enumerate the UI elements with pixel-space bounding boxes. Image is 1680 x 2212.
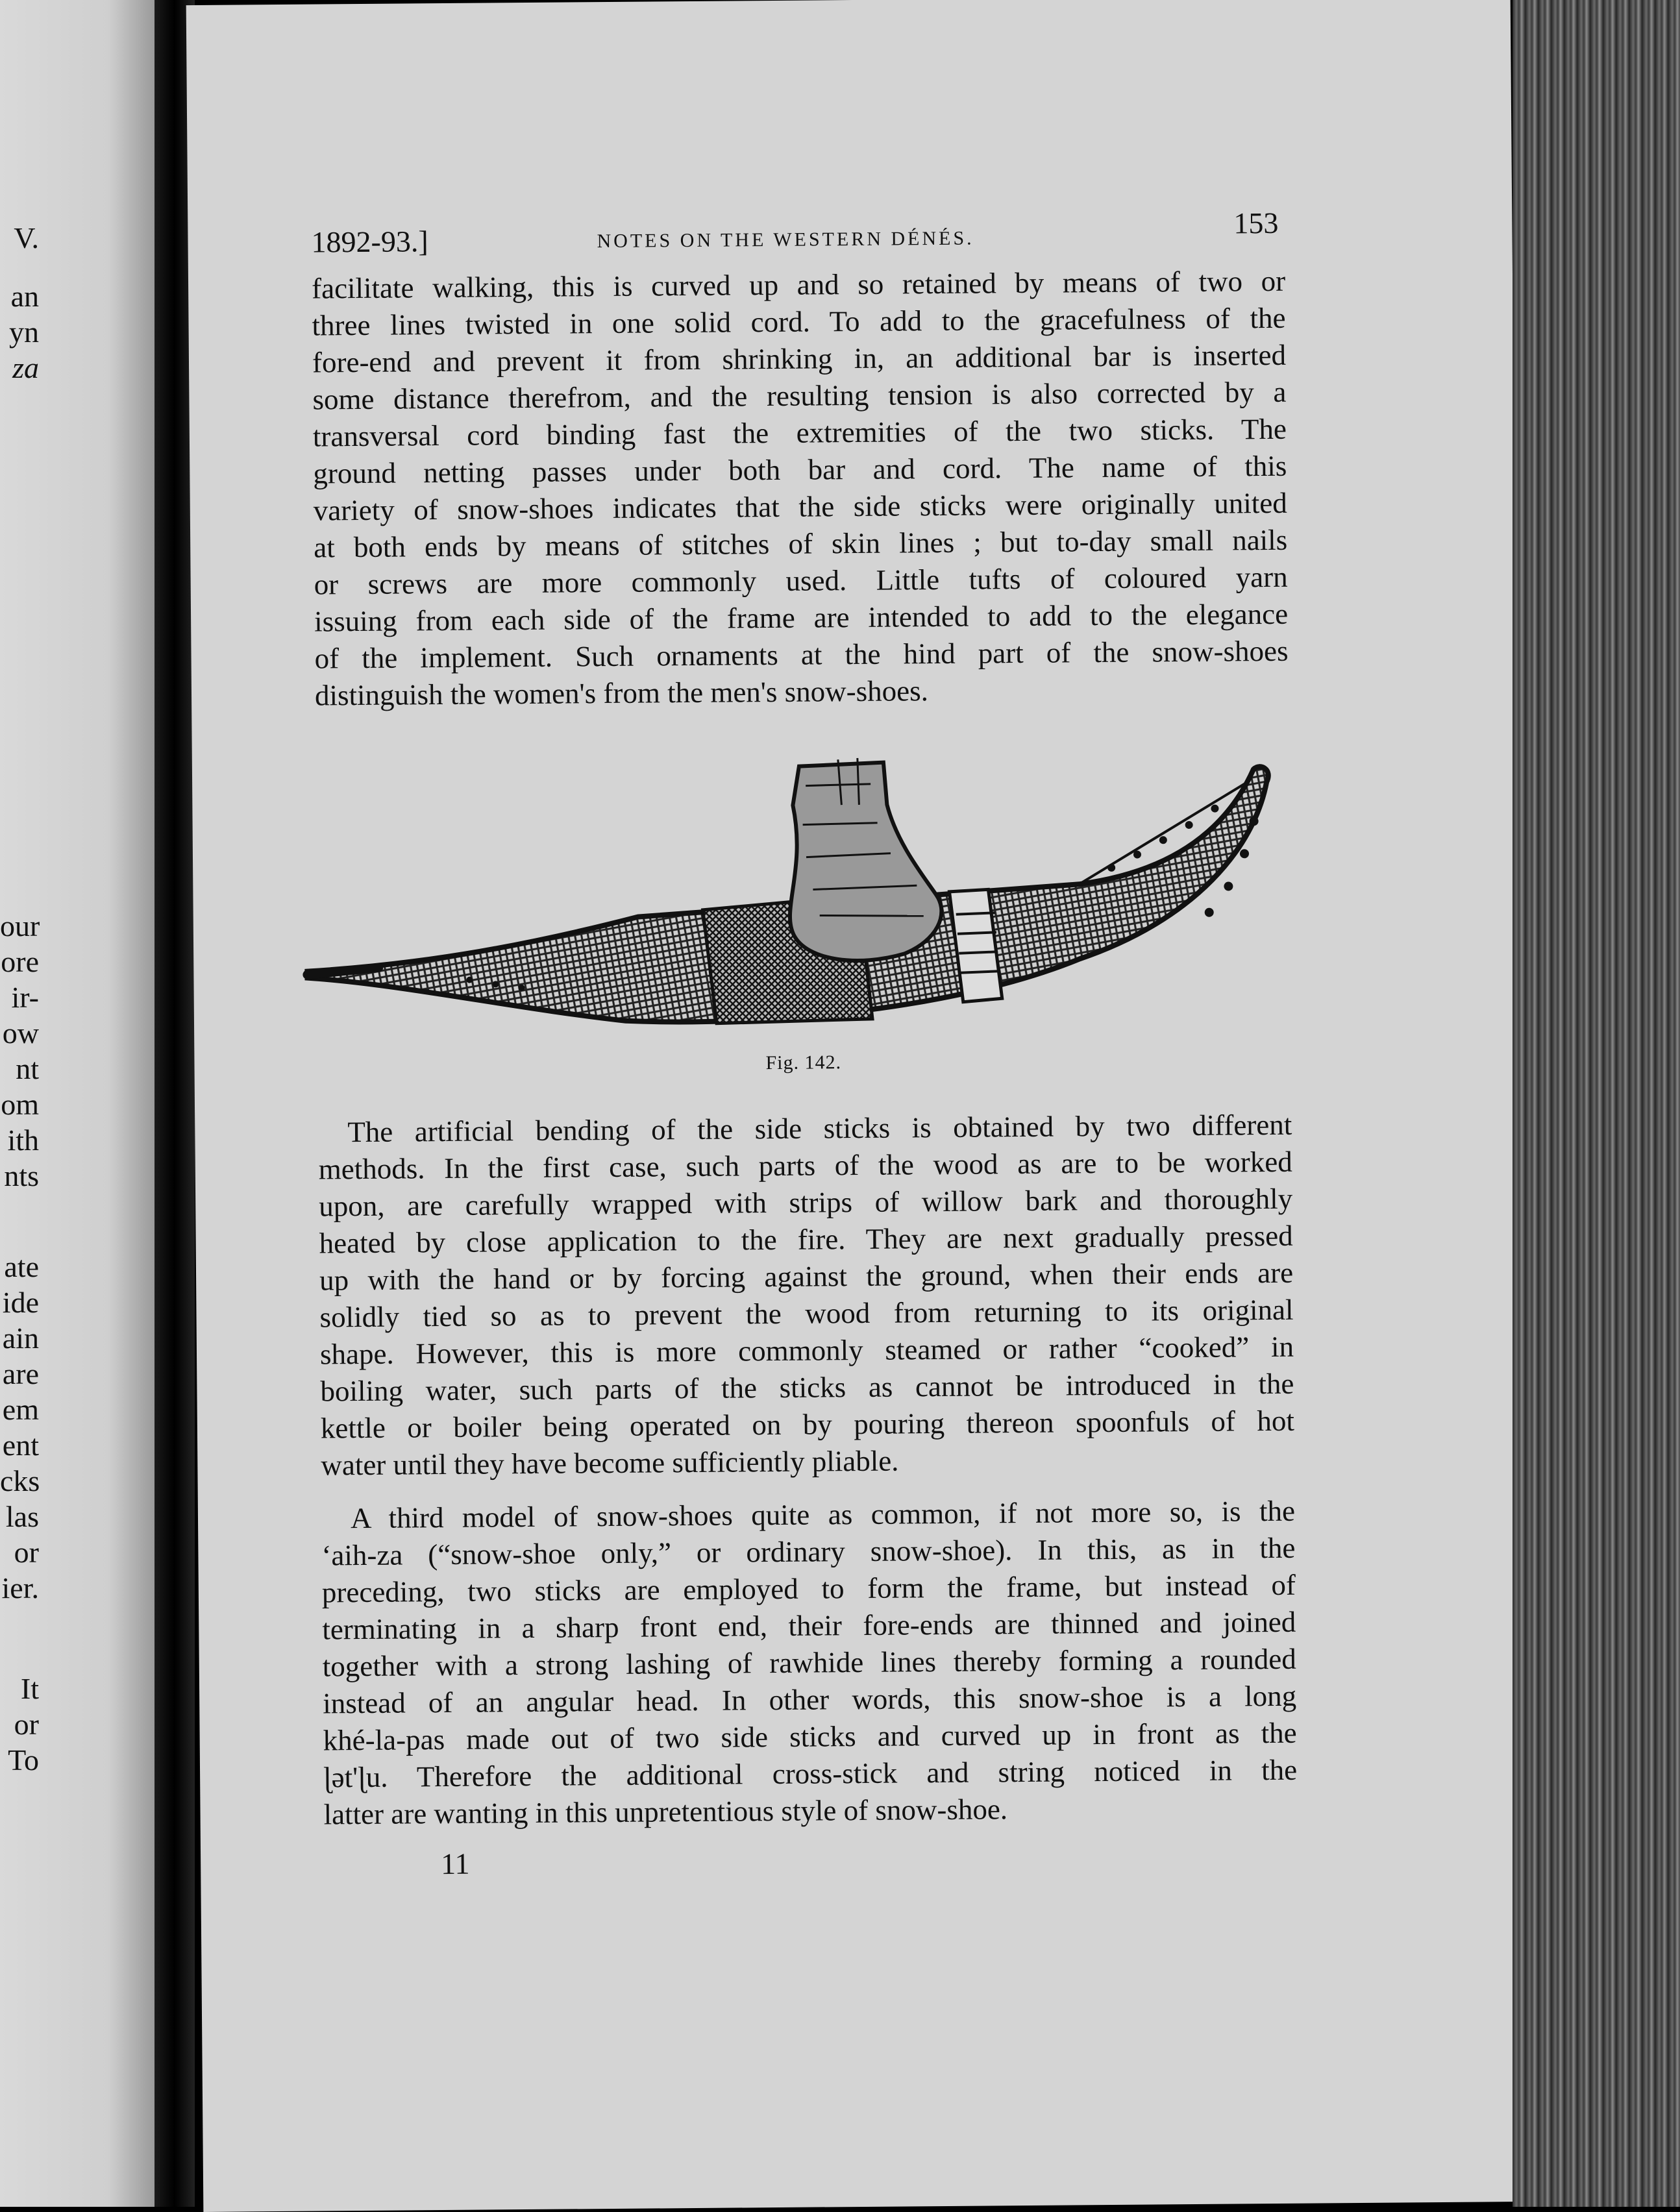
header-year: 1892-93.] <box>311 225 428 259</box>
left-page-fragment: or <box>14 1536 39 1569</box>
text-line: or screws are more commonly used. Little tufts of coloured yarn <box>314 560 1288 601</box>
main-page <box>186 0 1528 2212</box>
page-edges <box>1513 0 1680 2207</box>
left-page-fragment: ow <box>2 1016 39 1050</box>
left-page-fragment: ent <box>2 1429 39 1462</box>
left-page-fragment: are <box>2 1357 39 1390</box>
text-line: issuing from each side of the frame are intended to add to the elegance <box>314 597 1289 638</box>
running-head <box>311 206 1279 264</box>
text-line: instead of an angular head. In other words, this snow-shoe is a long <box>323 1679 1297 1720</box>
text-line: up with the hand or by forcing against the ground, when their ends are <box>319 1256 1294 1297</box>
left-page-fragment: ain <box>2 1321 39 1355</box>
left-page-fragment: ir- <box>11 981 39 1014</box>
left-page-fragment: om <box>1 1088 39 1121</box>
text-line: fore-end and prevent it from shrinking in, an additional bar is inserted <box>312 338 1287 379</box>
text-line: distinguish the women's from the men's snow-shoes. <box>314 674 929 712</box>
text-line: upon, are carefully wrapped with strips of willow bark and thoroughly <box>319 1182 1293 1223</box>
left-page-fragment: nts <box>4 1159 39 1192</box>
left-page-fragment: ate <box>4 1250 39 1283</box>
text-line: ɭət'ɭu. Therefore the additional cross-stick and string noticed in the <box>323 1753 1298 1794</box>
figure-caption: Fig. 142. <box>765 1051 842 1074</box>
text-line: khé-la-pas made out of two side sticks and curved up in front as the <box>323 1716 1297 1757</box>
text-line: A third model of snow-shoes quite as common, if not more so, is the <box>350 1494 1296 1535</box>
text-line: of the implement. Such ornaments at the hind part of the snow-shoes <box>314 634 1289 675</box>
text-line: terminating in a sharp front end, their fore-ends are thinned and joined <box>322 1605 1296 1646</box>
text-line: together with a strong lashing of rawhide lines thereby forming a rounded <box>322 1642 1296 1683</box>
left-page-fragment: ore <box>1 945 39 978</box>
paragraph-3 <box>321 1493 1298 1834</box>
header-title: NOTES ON THE WESTERN DÉNÉS. <box>597 227 974 252</box>
left-page-fragment: ith <box>7 1124 39 1157</box>
left-page-fragment: za <box>12 351 39 384</box>
text-line: at both ends by means of stitches of skin lines ; but to-day small nails <box>314 523 1288 564</box>
paragraph-1 <box>312 263 1289 715</box>
left-page-fragment: nt <box>16 1052 39 1085</box>
left-page-fragment: ide <box>2 1286 39 1319</box>
text-line: transversal cord binding fast the extremities of the two sticks. The <box>312 412 1287 453</box>
text-line: The artificial bending of the side sticks is obtained by two different <box>347 1108 1292 1149</box>
left-page-fragment: ier. <box>1 1571 39 1604</box>
left-page-fragment: las <box>5 1500 39 1533</box>
text-line: latter are wanting in this unpretentious style of snow-shoe. <box>323 1793 1008 1831</box>
text-line: variety of snow-shoes indicates that the side sticks were originally united <box>313 486 1287 527</box>
text-line: ground netting passes under both bar and cord. The name of this <box>313 449 1287 490</box>
text-line: some distance therefrom, and the resulting tension is also corrected by a <box>312 375 1287 416</box>
left-page-fragment: yn <box>9 315 39 349</box>
text-line: kettle or boiler being operated on by pouring thereon spoonfuls of hot <box>320 1404 1295 1445</box>
text-line: ‘aih-za (“snow-shoe only,” or ordinary snow-shoe). In this, as in the <box>321 1531 1296 1572</box>
text-line: heated by close application to the fire. They are next gradually pressed <box>319 1219 1293 1260</box>
left-page-fragment: our <box>0 909 40 942</box>
page-number: 153 <box>1233 206 1279 240</box>
text-line: preceding, two sticks are employed to form the frame, but instead of <box>321 1568 1296 1609</box>
text-line: shape. However, this is more commonly steamed or rather “cooked” in <box>319 1330 1294 1371</box>
left-page-fragment: It <box>20 1672 39 1705</box>
text-line: methods. In the first case, such parts of the wood as are to be worked <box>318 1145 1292 1186</box>
left-page-fragment: or <box>14 1708 39 1741</box>
text-line: water until they have become sufficiently pliable. <box>321 1444 899 1482</box>
left-page-fragment: an <box>10 280 39 313</box>
left-page-fragment: cks <box>0 1464 40 1497</box>
left-page-fragment: em <box>2 1393 39 1426</box>
moccasin-foot <box>789 762 942 961</box>
text-line: boiling water, such parts of the sticks as cannot be introduced in the <box>320 1367 1294 1408</box>
text-line: solidly tied so as to prevent the wood from returning to its original <box>319 1293 1294 1334</box>
left-page <box>0 0 154 2207</box>
left-page-fragment: To <box>8 1743 39 1776</box>
paragraph-2 <box>318 1107 1294 1484</box>
left-page-fragment: V. <box>14 221 39 254</box>
snowshoe-illustration <box>299 743 1340 1063</box>
text-line: facilitate walking, this is curved up and so retained by means of two or <box>311 264 1286 305</box>
signature-mark: 11 <box>440 1847 470 1881</box>
text-line: three lines twisted in one solid cord. To add to the gracefulness of the <box>312 301 1286 342</box>
